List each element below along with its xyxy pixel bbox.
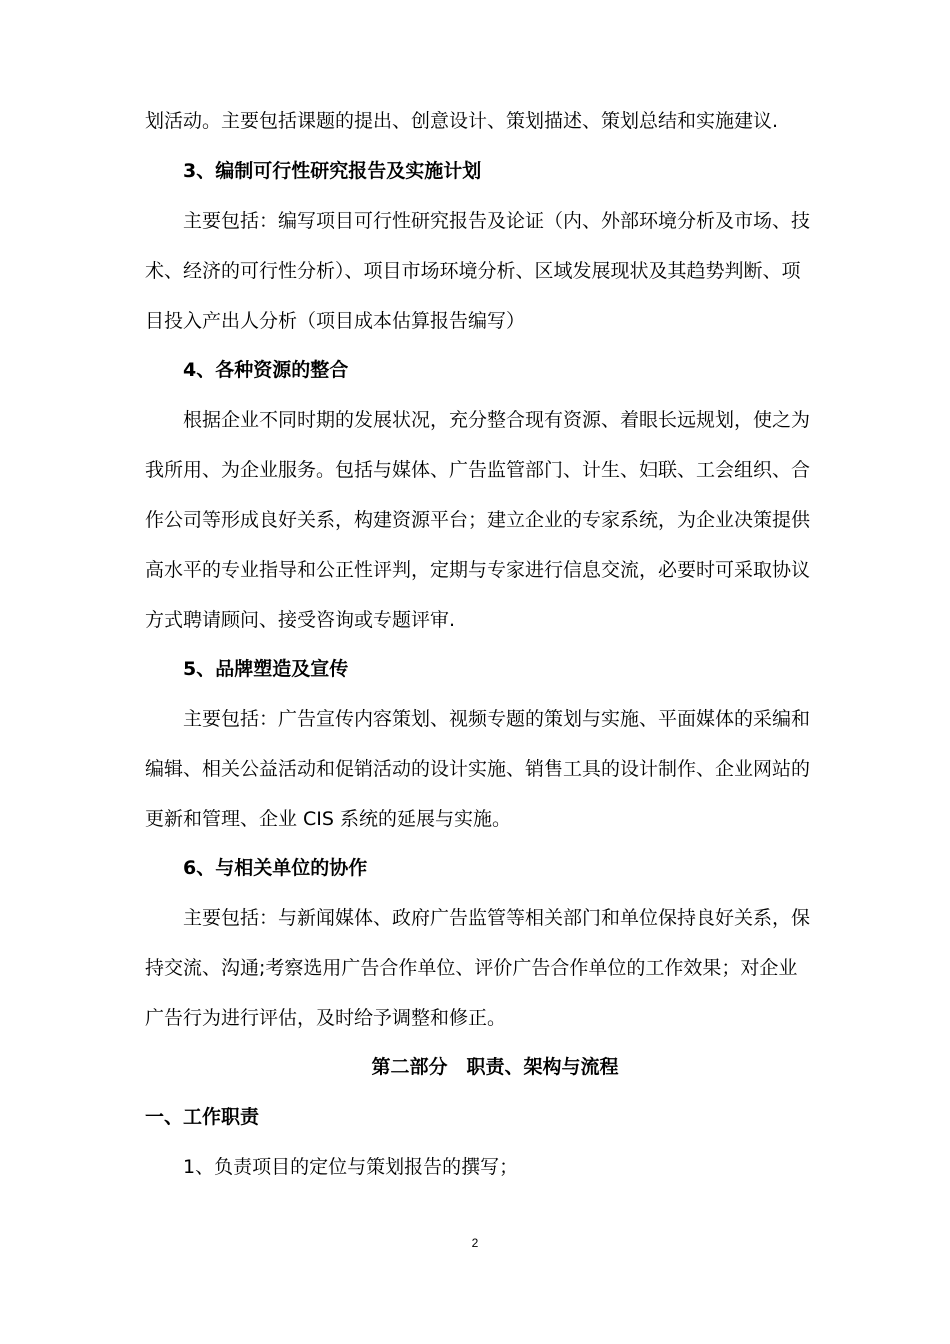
part-title: 第二部分 职责、架构与流程 — [371, 1056, 619, 1078]
body-text-line: 方式聘请顾问、接受咨询或专题评审. — [145, 609, 456, 631]
body-text-line: 高水平的专业指导和公正性评判，定期与专家进行信息交流，必要时可采取协议 — [145, 559, 811, 581]
section-heading-6: 6、与相关单位的协作 — [183, 857, 368, 879]
body-text-line: 1、负责项目的定位与策划报告的撰写； — [183, 1156, 519, 1178]
body-text-line: 广告行为进行评估，及时给予调整和修正。 — [145, 1007, 507, 1029]
body-text-line: 编辑、相关公益活动和促销活动的设计实施、销售工具的设计制作、企业网站的 — [145, 758, 811, 780]
body-text-line: 我所用、为企业服务。包括与媒体、广告监管部门、计生、妇联、工会组织、合 — [145, 459, 811, 481]
section-heading-5: 5、品牌塑造及宣传 — [183, 658, 349, 680]
body-text-line: 术、经济的可行性分析）、项目市场环境分析、区域发展现状及其趋势判断、项 — [145, 260, 801, 282]
body-text-line: 持交流、沟通;考察选用广告合作单位、评价广告合作单位的工作效果；对企业 — [145, 957, 798, 979]
body-text-line: 主要包括：广告宣传内容策划、视频专题的策划与实施、平面媒体的采编和 — [183, 708, 811, 730]
section-heading-4: 4、各种资源的整合 — [183, 359, 349, 381]
section-heading-3: 3、编制可行性研究报告及实施计划 — [183, 160, 482, 182]
body-text-line: 作公司等形成良好关系，构建资源平台；建立企业的专家系统，为企业决策提供 — [145, 509, 811, 531]
body-text-line: 目投入产出人分析（项目成本估算报告编写） — [145, 310, 526, 332]
body-text-line: 根据企业不同时期的发展状况，充分整合现有资源、着眼长远规划，使之为 — [183, 409, 811, 431]
body-text-line: 更新和管理、企业 CIS 系统的延展与实施。 — [145, 808, 512, 830]
body-text-line: 主要包括：编写项目可行性研究报告及论证（内、外部环境分析及市场、技 — [183, 210, 811, 232]
body-text-line: 主要包括：与新闻媒体、政府广告监管等相关部门和单位保持良好关系，保 — [183, 907, 811, 929]
subsection-heading: 一、工作职责 — [145, 1106, 260, 1128]
body-text-line: 划活动。主要包括课题的提出、创意设计、策划描述、策划总结和实施建议. — [145, 110, 779, 132]
page-number: 2 — [471, 1236, 479, 1250]
